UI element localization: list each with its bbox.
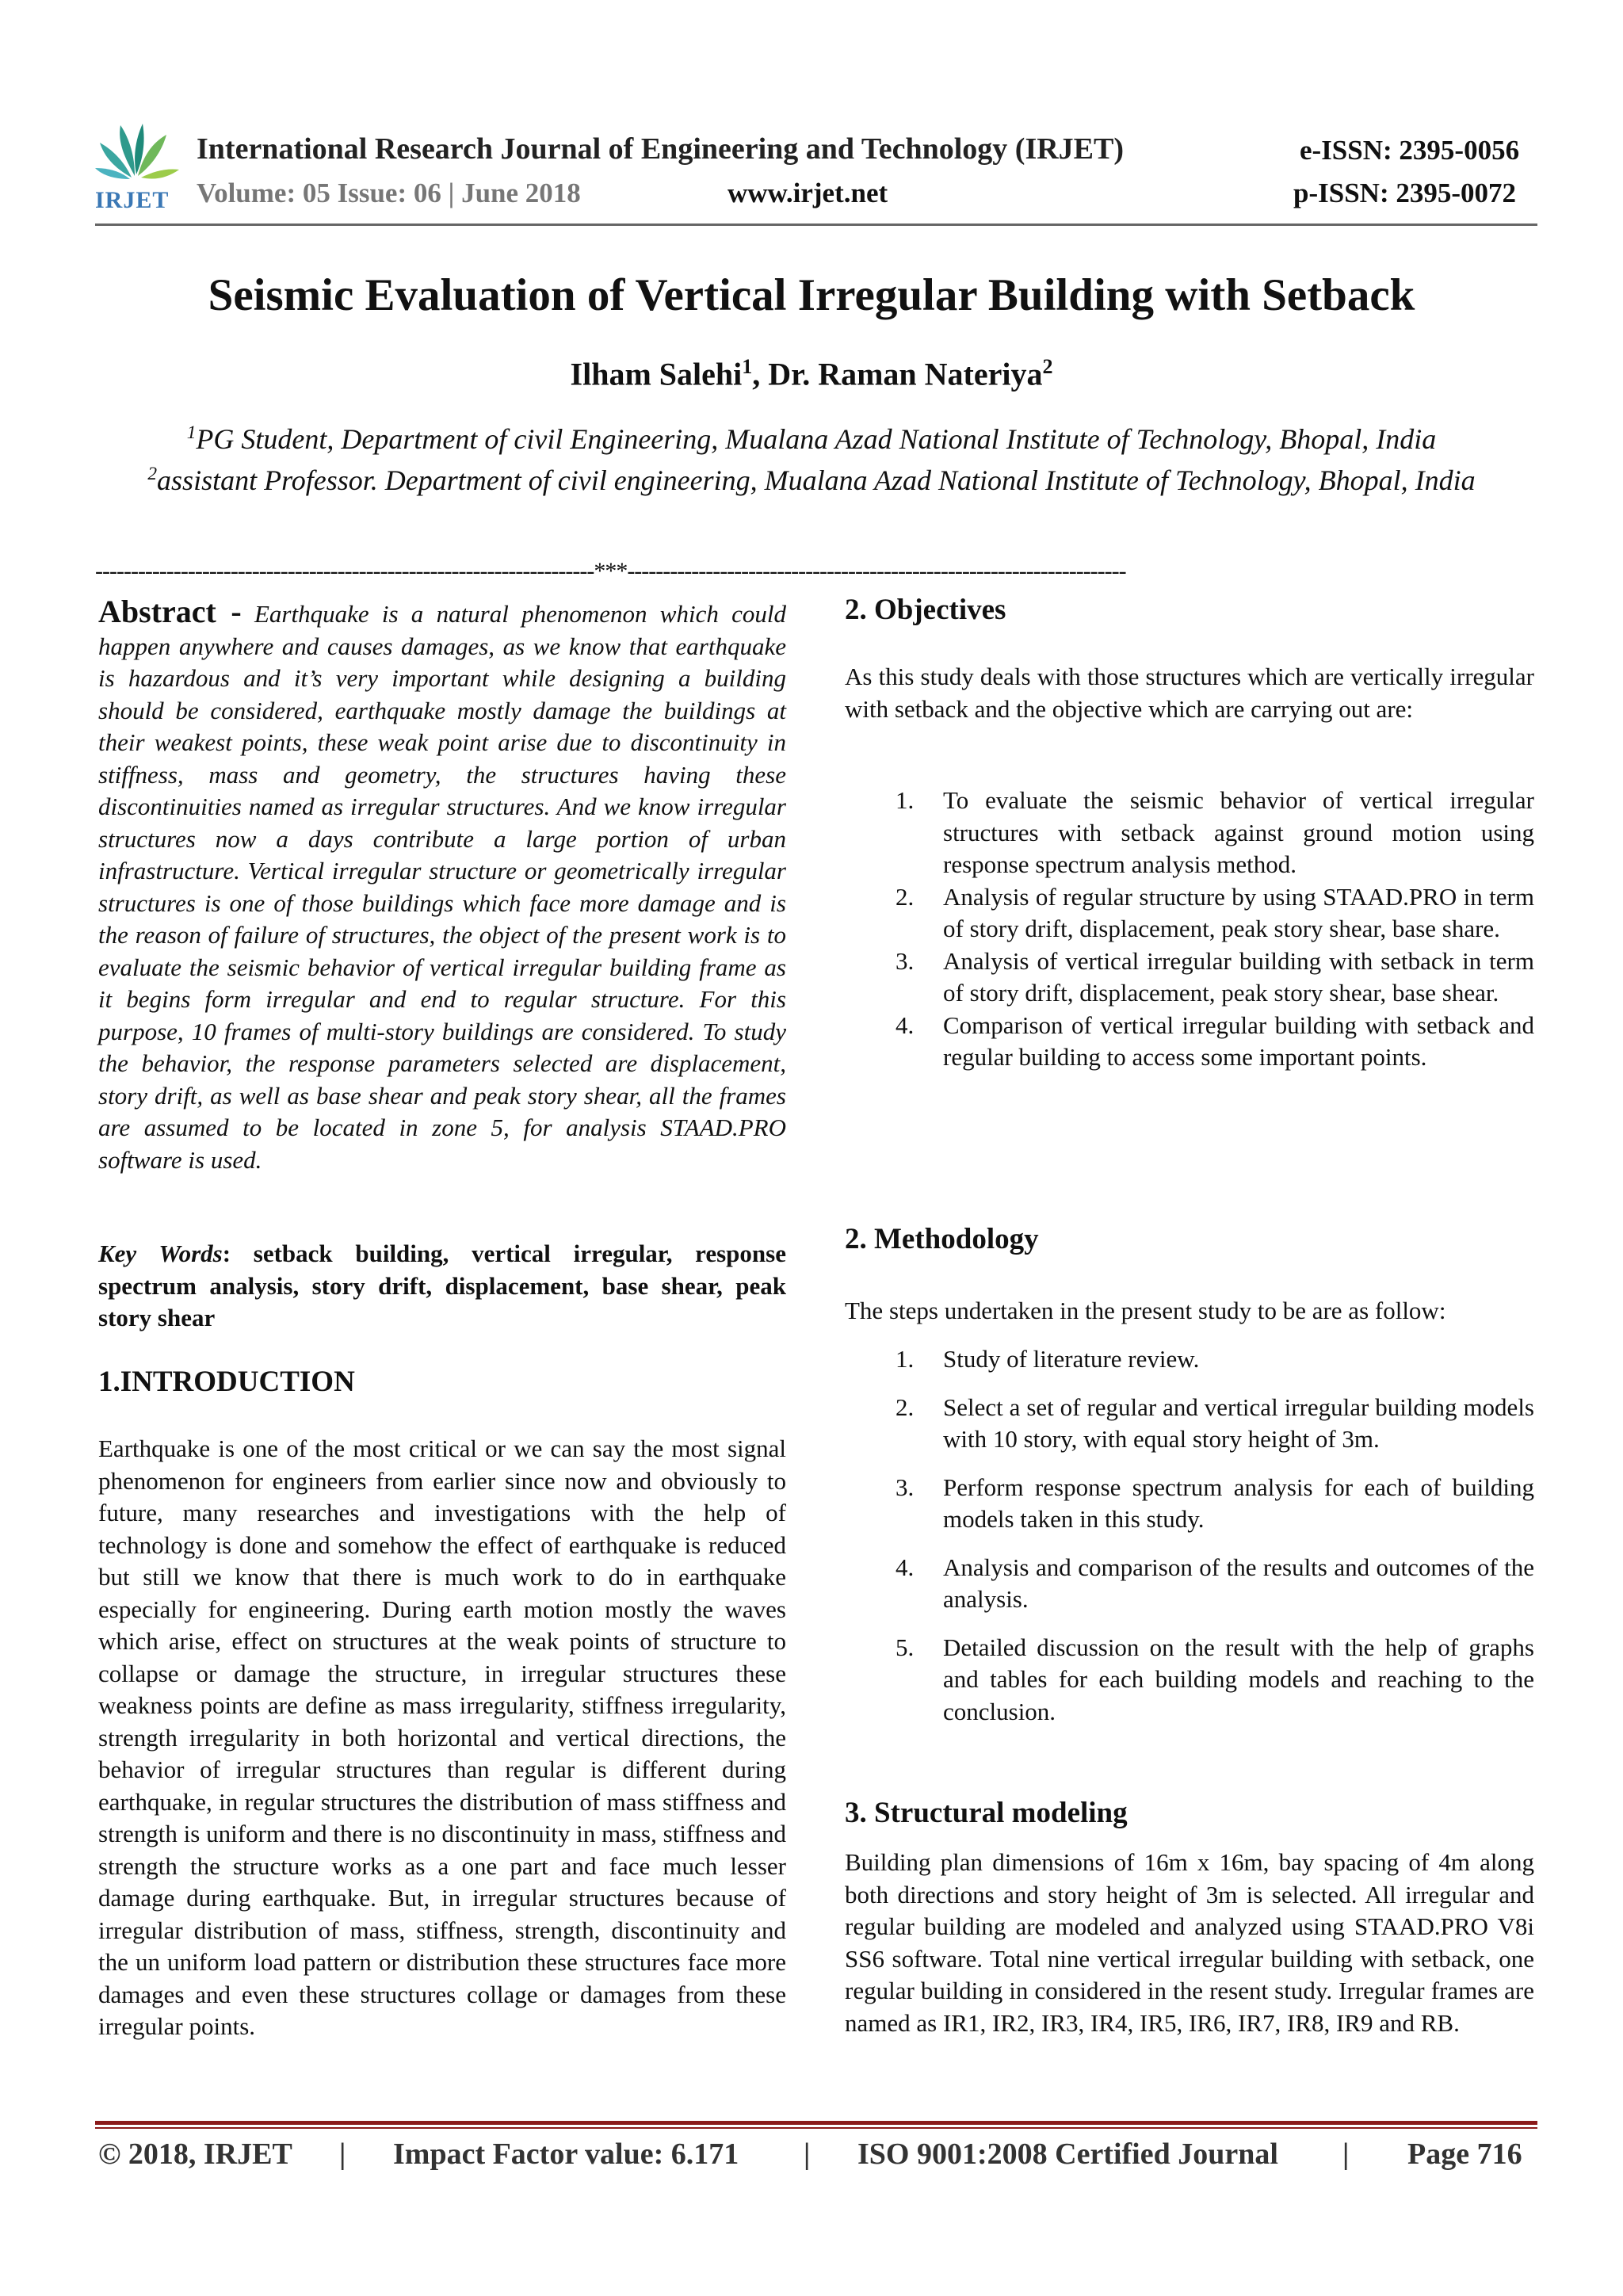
- list-item: 4. Analysis and comparison of the results and outcomes of the analysis.: [896, 1553, 1534, 1613]
- author-1-sup: 1: [742, 355, 753, 378]
- website-link[interactable]: www.irjet.net: [727, 178, 888, 208]
- footer-separator: |: [1342, 2137, 1350, 2171]
- abstract: [98, 596, 786, 1176]
- header-rule: [95, 223, 1537, 226]
- author-2: Dr. Raman Nateriya: [768, 356, 1043, 392]
- keywords: Key Words: setback building, vertical irregular, response spectrum analysis, story drift, displacement, base shear, peak story shear: [98, 1240, 786, 1331]
- list-item: 3. Perform response spectrum analysis for each of building models taken in this study.: [896, 1473, 1534, 1533]
- footer-rule-thin: [95, 2127, 1537, 2129]
- abstract-heading: Abstract -: [98, 594, 242, 629]
- methodology-heading: 2. Methodology: [845, 1223, 1039, 1255]
- list-item: 1. To evaluate the seismic behavior of vertical irregular structures with setback against ground motion using response spectrum analysis method.: [896, 786, 1534, 878]
- objectives-list: [845, 785, 1534, 1074]
- footer-copyright: © 2018, IRJET: [98, 2137, 292, 2171]
- footer-iso: ISO 9001:2008 Certified Journal: [857, 2137, 1278, 2171]
- objectives-heading: 2. Objectives: [845, 594, 1006, 626]
- introduction-text: Earthquake is one of the most critical or we can say the most signal phenomenon for engineers from earlier since now and obviously to future, many researches and investigations with the help of technology is done and somehow the effect of earthquake is reduced but still we know that there is much work to do in earthquake especially for engineering. During earth motion mostly the waves which arise, effect on structures at the weak points of structure to collapse or damage the structure, in irregular structures these weakness points are define as mass irregularity, stiffness irregularity, strength irregularity in both horizontal and vertical directions, the behavior of irregular structures than regular is different during earthquake, in regular structures the distribution of mass stiffness and strength is uniform and there is no discontinuity in mass, stiffness and strength the structure works as a one part and face much lesser damage during earthquake. But, in irregular structures because of irregular distribution of mass, stiffness, strength, discontinuity and the un uniform load pattern or distribution these structures face more damages and even these structures collage or damages from these irregular points.: [98, 1435, 786, 2040]
- keywords-text: setback building, vertical irregular, response spectrum analysis, story drift, displacement, base shear, peak story shear: [98, 1240, 786, 1331]
- author-2-sup: 2: [1042, 355, 1053, 378]
- methodology-list: [845, 1343, 1534, 1728]
- footer-impact-factor: Impact Factor value: 6.171: [393, 2137, 739, 2171]
- affiliation-2-sup: 2: [147, 464, 158, 484]
- introduction-heading: 1.INTRODUCTION: [98, 1366, 355, 1398]
- list-item: 2. Select a set of regular and vertical irregular building models with 10 story, with equal story height of 3m.: [896, 1392, 1534, 1453]
- affiliation-2: $^2$assistant Professor. Department of civil engineering, Mualana Azad National Institute of Technology, Bhopal, India: [147, 464, 1476, 496]
- affiliation-1: $^1$PG Student, Department of civil Engineering, Mualana Azad National Institute of Technology, Bhopal, India: [186, 422, 1437, 455]
- footer-separator: |: [804, 2137, 811, 2171]
- author-separator: ,: [752, 356, 769, 392]
- journal-name: International Research Journal of Engineering and Technology (IRJET): [197, 132, 1125, 166]
- logo-text: IRJET: [95, 187, 170, 213]
- methodology-intro: The steps undertaken in the present study to be are as follow:: [845, 1297, 1446, 1324]
- list-item: 1. Study of literature review.: [896, 1345, 1200, 1373]
- keywords-label: Key Words: [98, 1240, 223, 1267]
- pissn: p-ISSN: 2395-0072: [1293, 178, 1517, 208]
- footer-rule: [95, 2121, 1537, 2125]
- page-number: Page 716: [1407, 2137, 1522, 2171]
- author-1: Ilham Salehi: [570, 356, 743, 392]
- footer-separator: |: [339, 2137, 346, 2171]
- authors: [0, 355, 1623, 392]
- structural-modeling-text: Building plan dimensions of 16m x 16m, bay spacing of 4m along both directions and story height of 3m is selected. All irregular and regular building are modeled and analyzed using STAAD.PRO V8i SS6 software. Total nine vertical irregular building with setback, one regular building in considered in the resent study. Irregular frames are named as IR1, IR2, IR3, IR4, IR5, IR6, IR7, IR8, IR9 and RB.: [845, 1848, 1534, 2037]
- list-item: 5. Detailed discussion on the result with the help of graphs and tables for each building models and reaching to the conclusion.: [896, 1633, 1534, 1725]
- volume-issue: Volume: 05 Issue: 06 | June 2018: [197, 178, 581, 208]
- affiliation-1-sup: 1: [186, 422, 197, 443]
- eissn: e-ISSN: 2395-0056: [1300, 135, 1520, 166]
- list-item: 4. Comparison of vertical irregular building with setback and regular building to access some important points.: [896, 1010, 1534, 1071]
- paper-title: Seismic Evaluation of Vertical Irregular Building with Setback: [208, 270, 1415, 320]
- abstract-text: Earthquake is a natural phenomenon which could happen anywhere and causes damages, as we know that earthquake is hazardous and it’s very important while designing a building should be considered, earthquake mostly damage the buildings at their weakest points, these weak point arise due to discontinuity in stiffness, mass and geometry, the structures having these discontinuities named as irregular structures. And we know irregular structures now a days contribute a large portion of urban infrastructure. Vertical irregular structure or geometrically irregular structures is one of those buildings which face more damage and is the reason of failure of structures, the object of the present work is to evaluate the seismic behavior of vertical irregular building frame as it begins form irregular and end to regular structure. For this purpose, 10 frames of multi-story buildings are considered. To study the behavior, the response parameters selected are displacement, story drift, as well as base shear and peak story shear, all the frames are assumed to be located in zone 5, for analysis STAAD.PRO software is used.: [98, 600, 786, 1174]
- list-item: 2. Analysis of regular structure by using STAAD.PRO in term of story drift, displacement, peak story shear, base share.: [896, 882, 1534, 942]
- irjet-logo: [94, 119, 182, 212]
- section-separator: ----------------------------------------------------------------------***----------------------------------------------------------------------: [95, 558, 1126, 584]
- list-item: 3. Analysis of vertical irregular building with setback in term of story drift, displacement, peak story shear, base shear.: [896, 946, 1534, 1007]
- structural-modeling-heading: 3. Structural modeling: [845, 1797, 1128, 1829]
- objectives-intro: As this study deals with those structures which are vertically irregular with setback and the objective which are carrying out are:: [845, 663, 1534, 723]
- affiliations: [119, 415, 1504, 498]
